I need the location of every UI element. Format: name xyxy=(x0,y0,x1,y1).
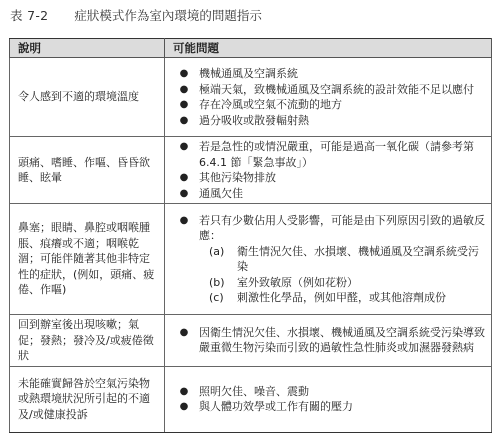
possible-causes-cell xyxy=(165,204,492,315)
possible-causes-cell xyxy=(165,366,492,432)
cause-item xyxy=(173,113,487,129)
sub-cause-text: 刺激性化學品，例如甲醛，或其他溶劑成份 xyxy=(237,291,446,304)
header-row xyxy=(10,39,492,58)
bullet-icon: ● xyxy=(179,83,189,95)
cause-text: 通風欠佳 xyxy=(199,186,243,200)
symptom-description: 令人感到不適的環境溫度 xyxy=(10,58,165,137)
table-title: 症狀模式作為室內環境的問題指示 xyxy=(74,8,262,23)
cause-text: 存在冷風或空氣不流動的地方 xyxy=(199,98,342,111)
cause-list xyxy=(173,66,487,128)
cause-text: 過分吸收或散發輻射熱 xyxy=(199,113,309,127)
table-caption xyxy=(10,6,262,24)
bullet-icon: ● xyxy=(179,214,189,226)
sub-cause-marker: (c) xyxy=(209,291,224,304)
symptom-description: 頭痛、嗜睡、作嘔、昏昏欲睡、眩暈 xyxy=(10,137,165,204)
cause-text: 因衛生情況欠佳、水損壞、機械通風及空調系統受污染導致嚴重微生物污染而引致的過敏性急性肺炎或加濕器發熱病 xyxy=(199,325,485,355)
sub-cause-list xyxy=(199,244,487,306)
symptom-description: 未能確實歸咎於空氣污染物或熱環境狀況所引起的不適及/或健康投訴 xyxy=(10,366,165,432)
cause-text: 與人體功效學或工作有關的壓力 xyxy=(199,400,353,413)
table-row xyxy=(10,366,492,432)
possible-causes-cell xyxy=(165,137,492,204)
bullet-icon: ● xyxy=(179,401,189,412)
possible-causes-cell xyxy=(165,58,492,137)
cause-item xyxy=(173,139,487,170)
cause-list xyxy=(173,325,487,356)
cause-list xyxy=(173,213,487,306)
table-body xyxy=(10,58,492,433)
table-number: 表 7-2 xyxy=(10,8,49,23)
cause-text: 若是急性的或情況嚴重，可能是過高一氧化碳（請參考第 6.4.1 節「緊急事故」） xyxy=(199,140,474,169)
cause-list xyxy=(173,139,487,201)
table-row xyxy=(10,315,492,367)
table-row xyxy=(10,204,492,315)
sub-cause-item xyxy=(209,290,487,306)
cause-item xyxy=(173,82,487,98)
cause-item xyxy=(173,66,487,82)
sub-cause-text: 室外致敏原（例如花粉） xyxy=(237,275,358,289)
sub-cause-item xyxy=(209,275,487,291)
cause-text: 極端天氣，致機械通風及空調系統的設計效能不足以應付 xyxy=(199,82,474,96)
possible-causes-cell xyxy=(165,315,492,367)
header-description: 說明 xyxy=(10,39,165,58)
header-possible-causes: 可能問題 xyxy=(165,39,492,58)
bullet-icon: ● xyxy=(179,114,189,126)
sub-cause-marker: (b) xyxy=(209,275,225,289)
table-row xyxy=(10,137,492,204)
cause-list xyxy=(173,384,487,415)
cause-text: 照明欠佳、噪音、震動 xyxy=(199,384,309,398)
cause-item xyxy=(173,186,487,202)
sub-cause-marker: (a) xyxy=(209,244,225,258)
symptom-table xyxy=(9,38,492,433)
cause-text: 機械通風及空調系統 xyxy=(199,67,298,80)
cause-item xyxy=(173,213,487,306)
cause-item xyxy=(173,384,487,400)
bullet-icon: ● xyxy=(179,385,189,397)
bullet-icon: ● xyxy=(179,187,189,199)
cause-item xyxy=(173,97,487,113)
bullet-icon: ● xyxy=(179,326,189,338)
cause-item xyxy=(173,399,487,415)
symptom-description: 鼻塞；眼睛、鼻腔或咽喉腫脹、痕癢或不適；咽喉乾涸；可能伴隨著其他非特定性的症狀，(例如，頭痛、疲倦、作嘔) xyxy=(10,204,165,315)
cause-text: 其他污染物排放 xyxy=(199,171,276,184)
symptom-description: 回到辦室後出現咳嗽；氣促；發熱；發冷及/或疲倦徵狀 xyxy=(10,315,165,367)
sub-cause-item xyxy=(209,244,487,275)
bullet-icon: ● xyxy=(179,99,189,110)
cause-item xyxy=(173,170,487,186)
cause-item xyxy=(173,325,487,356)
bullet-icon: ● xyxy=(179,172,189,183)
table-row xyxy=(10,58,492,137)
bullet-icon: ● xyxy=(179,141,189,152)
sub-cause-text: 衛生情況欠佳、水損壞、機械通風及空調系統受污染 xyxy=(237,244,479,273)
bullet-icon: ● xyxy=(179,68,189,79)
cause-text: 若只有少數佔用人受影響，可能是由下列原因引致的過敏反應： xyxy=(199,213,485,242)
